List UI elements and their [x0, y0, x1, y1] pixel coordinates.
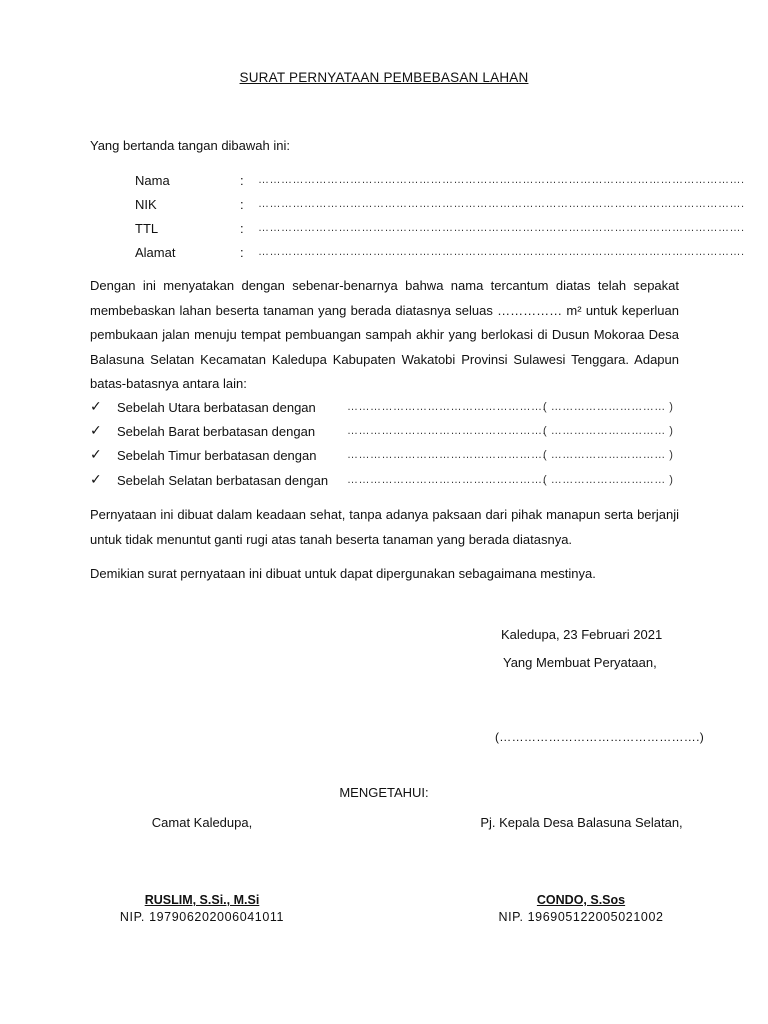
border-paren-west: ( ………………………… ): [543, 425, 674, 437]
field-colon: :: [240, 245, 244, 260]
field-colon: :: [240, 221, 244, 236]
intro-text: Yang bertanda tangan dibawah ini:: [90, 138, 290, 153]
right-signer-role: Pj. Kepala Desa Balasuna Selatan,: [480, 815, 683, 830]
checkmark-icon: ✓: [90, 446, 102, 462]
field-dots-ttl: ……………………………………………………………………………………………………………….: [258, 222, 745, 234]
right-signer-nip: NIP. 196905122005021002: [498, 910, 664, 924]
field-dots-alamat: ……………………………………………………………………………………………………………….: [258, 246, 745, 258]
border-paren-south: ( ………………………… ): [543, 474, 674, 486]
checkmark-icon: ✓: [90, 471, 102, 487]
border-dots-north: …………………………………………….: [347, 401, 547, 413]
field-label-ttl: TTL: [135, 221, 159, 236]
declaration-paragraph: Pernyataan ini dibuat dalam keadaan sehat, tanpa adanya paksaan dari pihak manapun serta berjanji untuk tidak menuntut ganti rugi atas tanah beserta tanaman yang berada diatasnya.: [90, 507, 679, 547]
border-dots-south: …………………………………………….: [347, 474, 547, 486]
border-label-west: Sebelah Barat berbatasan dengan: [117, 424, 316, 439]
checkmark-icon: ✓: [90, 422, 102, 438]
place-date: Kaledupa, 23 Februari 2021: [501, 627, 663, 642]
field-label-alamat: Alamat: [135, 245, 176, 260]
left-signer-nip: NIP. 197906202006041011: [119, 910, 285, 924]
border-paren-north: ( ………………………… ): [543, 401, 674, 413]
border-label-south: Sebelah Selatan berbatasan dengan: [117, 473, 329, 488]
field-dots-nik: ……………………………………………………………………………………………………………….: [258, 198, 745, 210]
right-signer-name: CONDO, S.Sos: [536, 893, 626, 907]
maker-label: Yang Membuat Peryataan,: [503, 655, 657, 670]
field-colon: :: [240, 173, 244, 188]
left-signer-name: RUSLIM, S.Si., M.Si: [144, 893, 260, 907]
border-paren-east: ( ………………………… ): [543, 449, 674, 461]
statement-paragraph: Dengan ini menyatakan dengan sebenar-benarnya bahwa nama tercantum diatas telah sepakat membebaskan lahan beserta tanaman yang berada diatasnya seluas …………… m² untuk keperluan pembukaan jalan menuju tempat pembuangan sampah akhir yang berlokasi di Dusun Mokoraa Desa Balasuna Selatan Kecamatan Kaledupa Kabupaten Wakatobi Provinsi Sulawesi Tenggara. Adapun batas-batasnya antara lain:: [90, 278, 679, 391]
left-signer-role: Camat Kaledupa,: [151, 815, 253, 830]
closing-paragraph: Demikian surat pernyataan ini dibuat untuk dapat dipergunakan sebagaimana mestinya.: [90, 566, 596, 581]
border-label-north: Sebelah Utara berbatasan dengan: [117, 400, 316, 415]
field-label-nik: NIK: [135, 197, 157, 212]
maker-signature-line: (………………………………………….): [495, 730, 705, 744]
acknowledge-heading: MENGETAHUI:: [339, 785, 429, 800]
border-label-east: Sebelah Timur berbatasan dengan: [117, 448, 317, 463]
field-label-nama: Nama: [135, 173, 170, 188]
field-colon: :: [240, 197, 244, 212]
border-dots-west: …………………………………………….: [347, 425, 547, 437]
border-dots-east: …………………………………………….: [347, 449, 547, 461]
document-title: SURAT PERNYATAAN PEMBEBASAN LAHAN: [239, 70, 529, 85]
field-dots-nama: ……………………………………………………………………………………………………………….: [258, 174, 745, 186]
checkmark-icon: ✓: [90, 398, 102, 414]
